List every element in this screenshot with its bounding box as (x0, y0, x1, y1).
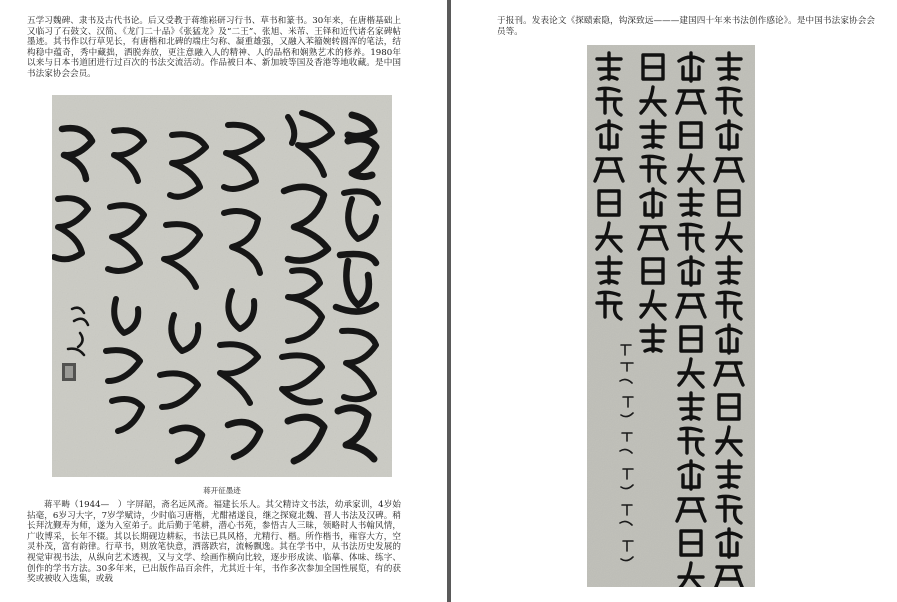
calligraphy-artwork-left (52, 95, 392, 477)
right-top-paragraph: 于报刊。发表论文《探赜索隐，钩深致远———建国四十年来书法创作感论》。是中国书法家协会会员等。 (497, 16, 875, 37)
left-page (0, 0, 447, 602)
calligraphy-artwork-right (587, 45, 755, 587)
left-bottom-paragraph: 蒋平畴（1944— ）字屏韶，斋名远风斋。福建长乐人。其父精诗文书法，幼承家训，4岁始拈毫，6岁习大字，7岁学赋诗，少时临习唐楷，尤酣褚遂良，继之探窥北魏、晋人书法及汉碑。稍长拜沈觐寿为师，遂为入室弟子。此后勤于笔耕，潜心书苑，参悟古人三昧，领略时人书翰风情，广收博采，长年不辍。其以长期砚边耕耘，书法已具风格，尤精行、楷。所作楷书，雍容大方，空灵朴茂，富有韵律。行草书，则放笔快意，洒落跌宕，流畅飘逸。其在学书中，从书法历史发展的视觉审视书法，从纵向艺术透视，又与文学、绘画作横向比较，逐步形成读、临摹、体味、练字、创作的学书方法。30多年来，已出版作品百余件，尤其近十年，书作多次参加全国性展览，有的获奖或被收入选集，或载 (27, 500, 401, 585)
brush-glyph (597, 121, 621, 149)
calligraphy-cursive-strokes (52, 95, 392, 477)
calligraphy-regular-script-strokes (587, 45, 755, 587)
brush-glyph (717, 121, 741, 149)
left-top-paragraph: 五学习魏碑、隶书及古代书论。后又受教于蒋维崧研习行书、草书和篆书。30年来，在唐楷基础上又临习了石鼓文、汉简、《龙门二十品》《张猛龙》及“二王”、张旭、米芾、王铎和近代诸名家碑帖墨迹。其书作以行草见长，有唐楷和北碑的端庄匀称、凝重雄强，又融入苯籀婉转圆浑的笔法，结构稳中蕴奇，秀中藏拙，洒脱奔放，更注意融入人的精神、人的品格和娴熟艺术的修养。1980年以来与日本书道团进行过百次的书法交流活动。作品被日本、新加坡等国及香港等地收藏。是中国书法家协会会员。 (27, 16, 401, 79)
brush-glyph (679, 53, 703, 81)
brush-glyph (679, 461, 703, 489)
brush-glyph (641, 189, 665, 217)
artwork-caption: 蒋开征墨迹 (203, 486, 241, 495)
brush-glyph (717, 529, 741, 557)
brush-glyph (717, 325, 741, 353)
brush-glyph (679, 257, 703, 285)
